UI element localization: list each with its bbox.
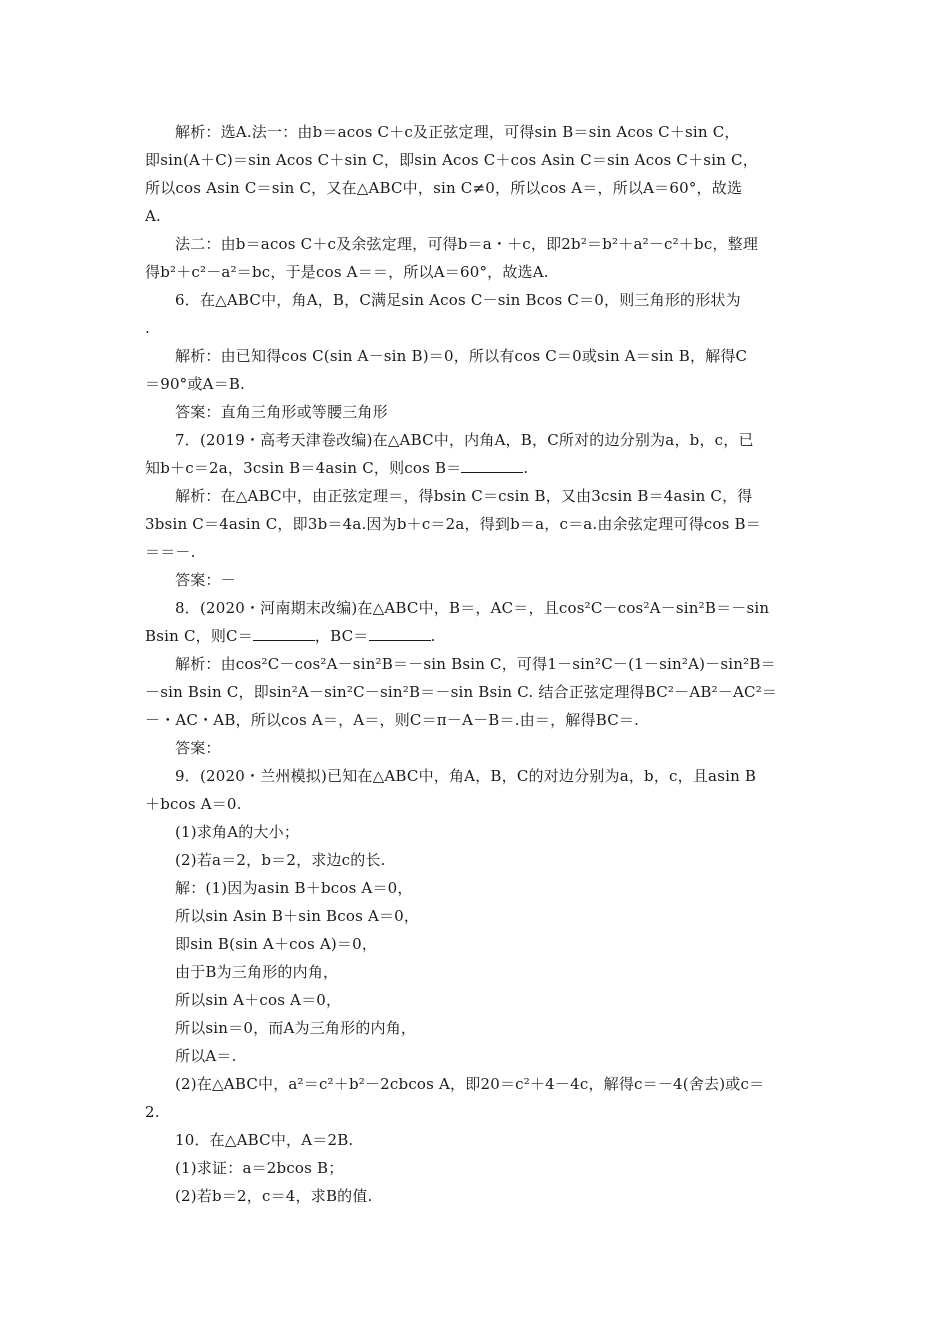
text-line: －sin Bsin C，即sin²A－sin²C－sin²B＝－sin Bsin C. 结合正弦定理得BC²－AB²－AC²＝ [145,683,778,701]
text-span: 知b＋c＝2a，3csin B＝4asin C，则cos B＝ [145,459,462,477]
text-line: 所以sin Asin B＋sin Bcos A＝0， [175,907,420,925]
text-line: . [145,319,150,337]
text-line: 3bsin C＝4asin C，即3b＝4a.因为b＋c＝2a，得到b＝a，c＝a.由余弦定理可得cos B＝ [145,515,761,533]
text-line: 解析：由已知得cos C(sin A－sin B)＝0，所以有cos C＝0或sin A＝sin B，解得C [175,347,748,365]
text-line: ＋bcos A＝0. [145,795,242,813]
question-8: 8．(2020・河南期末改编)在△ABC中，B＝，AC＝，且cos²C－cos²A－sin²B＝－sin [175,599,770,617]
text-line [145,625,810,647]
text-line: 解析：由cos²C－cos²A－sin²B＝－sin Bsin C，可得1－sin²C－(1－sin²A)－sin²B＝ [175,655,776,673]
text-span: . [430,627,436,645]
text-span: Bsin C，则C＝ [145,627,253,645]
text-line: 解析：选A.法一：由b＝acos C＋c及正弦定理，可得sin B＝sin Acos C＋sin C， [175,123,740,141]
text-line: 所以cos Asin C＝sin C，又在△ABC中，sin C≠0，所以cos A＝，所以A＝60°，故选 [145,179,743,197]
text-line: 所以sin A＋cos A＝0， [175,991,342,1009]
text-line: 即sin(A＋C)＝sin Acos C＋sin C，即sin Acos C＋cos Asin C＝sin Acos C＋sin C， [145,151,758,169]
question-10: 10．在△ABC中，A＝2B. [175,1131,354,1149]
text-line: 2. [145,1103,160,1121]
text-line: (1)求角A的大小； [175,823,300,841]
text-line: 由于B为三角形的内角， [175,963,339,981]
text-line: 所以A＝. [175,1047,237,1065]
text-line: (2)在△ABC中，a²＝c²＋b²－2cbcos A，即20＝c²＋4－4c，解得c＝－4(舍去)或c＝ [175,1075,765,1093]
text-line [145,457,810,479]
text-span: ，BC＝ [314,627,369,645]
answer-line: 答案： [175,739,221,757]
question-9: 9．(2020・兰州模拟)已知在△ABC中，角A，B，C的对边分别为a，b，c，且asin B [175,767,757,785]
text-line: 法二：由b＝acos C＋c及余弦定理，可得b＝a・＋c，即2b²＝b²＋a²－c²＋bc，整理 [175,235,759,253]
text-line: 所以sin＝0，而A为三角形的内角， [175,1019,417,1037]
answer-line: 答案：－ [175,571,236,589]
text-line: 解：(1)因为asin B＋bcos A＝0， [175,879,413,897]
text-line: (1)求证：a＝2bcos B； [175,1159,344,1177]
text-line: 解析：在△ABC中，由正弦定理＝，得bsin C＝csin B，又由3csin B＝4asin C，得 [175,487,753,505]
text-line: 即sin B(sin A＋cos A)＝0， [175,935,378,953]
text-line: ＝＝－. [145,543,196,561]
question-6: 6．在△ABC中，角A，B，C满足sin Acos C－sin Bcos C＝0，则三角形的形状为 [175,291,741,309]
text-line: (2)若b＝2，c＝4，求B的值. [175,1187,373,1205]
answer-blank [461,458,523,473]
question-7: 7．(2019・高考天津卷改编)在△ABC中，内角A，B，C所对的边分别为a，b，c，已 [175,431,754,449]
text-line: (2)若a＝2，b＝2，求边c的长. [175,851,386,869]
text-line: 得b²＋c²－a²＝bc，于是cos A＝＝，所以A＝60°，故选A. [145,263,549,281]
text-line: A. [145,207,162,225]
text-line: －・AC・AB，所以cos A＝，A＝，则C＝π－A－B＝.由＝，解得BC＝. [145,711,640,729]
text-line: ＝90°或A＝B. [145,375,246,393]
answer-line: 答案：直角三角形或等腰三角形 [175,403,388,421]
answer-blank [253,626,315,641]
text-span: . [523,459,529,477]
answer-blank [369,626,431,641]
